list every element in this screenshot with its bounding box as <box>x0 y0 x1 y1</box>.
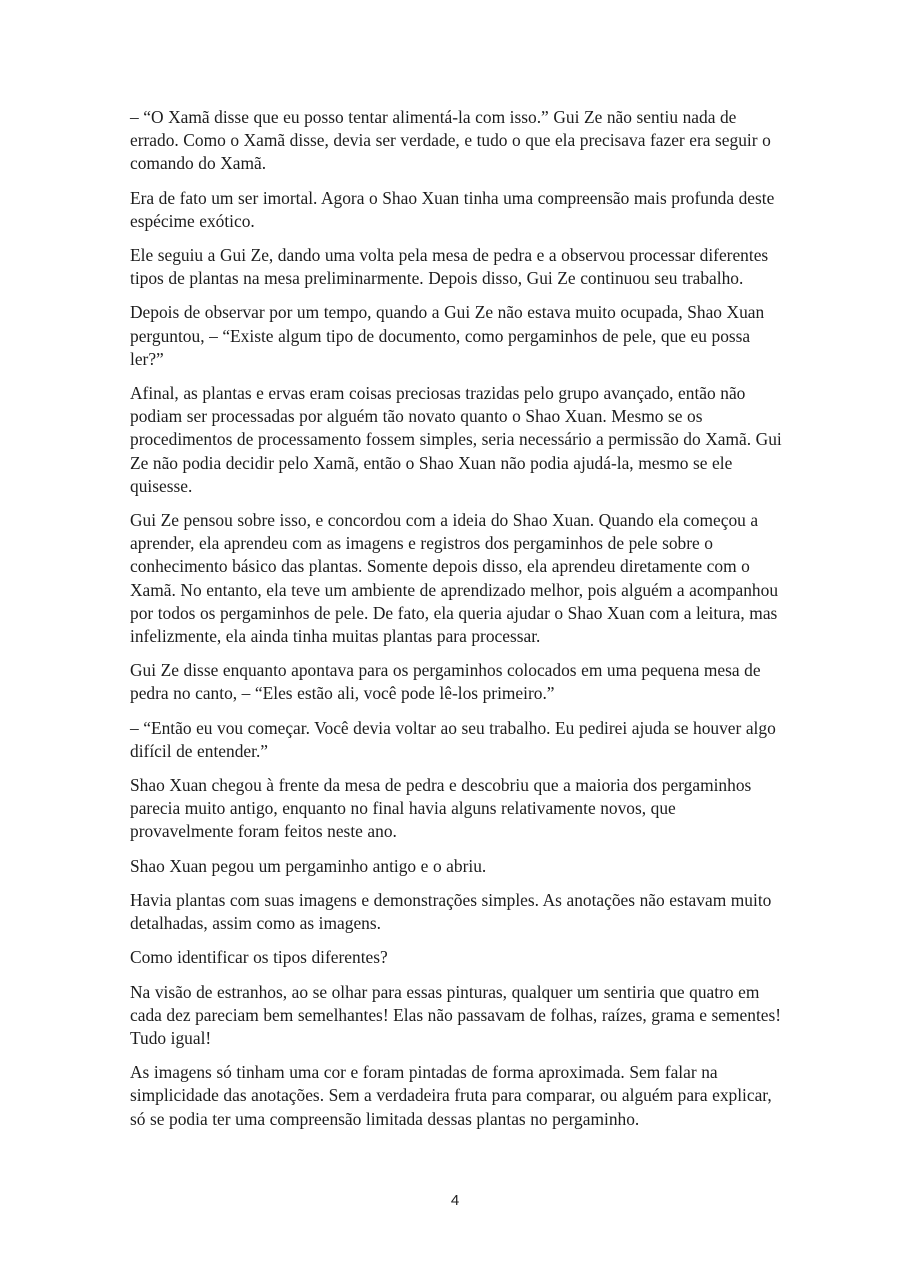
paragraph: Gui Ze pensou sobre isso, e concordou com a ideia do Shao Xuan. Quando ela começou a aprender, ela aprendeu com as imagens e registros dos pergaminhos de pele sobre o conhecimento básico das plantas. Somente depois disso, ela aprendeu diretamente com o Xamã. No entanto, ela teve um ambiente de aprendizado melhor, pois alguém a acompanhou por todos os pergaminhos de pele. De fato, ela queria ajudar o Shao Xuan com a leitura, mas infelizmente, ela ainda tinha muitas plantas para processar. <box>130 510 779 647</box>
page-body <box>130 106 782 1142</box>
paragraph: Era de fato um ser imortal. Agora o Shao Xuan tinha uma compreensão mais profunda deste espécime exótico. <box>130 187 775 231</box>
paragraph: Gui Ze disse enquanto apontava para os pergaminhos colocados em uma pequena mesa de pedra no canto, – “Eles estão ali, você pode lê-los primeiro.” <box>130 660 761 704</box>
paragraph: Como identificar os tipos diferentes? <box>130 947 388 968</box>
paragraph: Na visão de estranhos, ao se olhar para essas pinturas, qualquer um sentiria que quatro em cada dez pareciam bem semelhantes! Elas não passavam de folhas, raízes, grama e sementes! Tudo igual! <box>130 981 782 1048</box>
paragraph: – “Então eu vou começar. Você devia voltar ao seu trabalho. Eu pedirei ajuda se houver algo difícil de entender.” <box>130 717 776 761</box>
paragraph: As imagens só tinham uma cor e foram pintadas de forma aproximada. Sem falar na simplicidade das anotações. Sem a verdadeira fruta para comparar, ou alguém para explicar, só se podia ter uma compreensão limitada dessas plantas no pergaminho. <box>130 1062 772 1129</box>
paragraph: Depois de observar por um tempo, quando a Gui Ze não estava muito ocupada, Shao Xuan perguntou, – “Existe algum tipo de documento, como pergaminhos de pele, que eu possa ler?” <box>130 302 765 369</box>
paragraph: Afinal, as plantas e ervas eram coisas preciosas trazidas pelo grupo avançado, então não podiam ser processadas por alguém tão novato quanto o Shao Xuan. Mesmo se os procedimentos de processamento fossem simples, seria necessário a permissão do Xamã. Gui Ze não podia decidir pelo Xamã, então o Shao Xuan não podia ajudá-la, mesmo se ele quisesse. <box>130 383 782 496</box>
paragraph: Shao Xuan chegou à frente da mesa de pedra e descobriu que a maioria dos pergaminhos parecia muito antigo, enquanto no final havia alguns relativamente novos, que provavelmente foram feitos neste ano. <box>130 775 752 842</box>
paragraph: Ele seguiu a Gui Ze, dando uma volta pela mesa de pedra e a observou processar diferentes tipos de plantas na mesa preliminarmente. Depois disso, Gui Ze continuou seu trabalho. <box>130 245 769 289</box>
paragraph: Havia plantas com suas imagens e demonstrações simples. As anotações não estavam muito detalhadas, assim como as imagens. <box>130 889 772 934</box>
paragraph: Shao Xuan pegou um pergaminho antigo e o abriu. <box>130 855 487 876</box>
paragraph: – “O Xamã disse que eu posso tentar alimentá-la com isso.” Gui Ze não sentiu nada de errado. Como o Xamã disse, devia ser verdade, e tudo o que ela precisava fazer era seguir o comando do Xamã. <box>130 107 771 174</box>
page-number: 4 <box>450 1192 460 1209</box>
